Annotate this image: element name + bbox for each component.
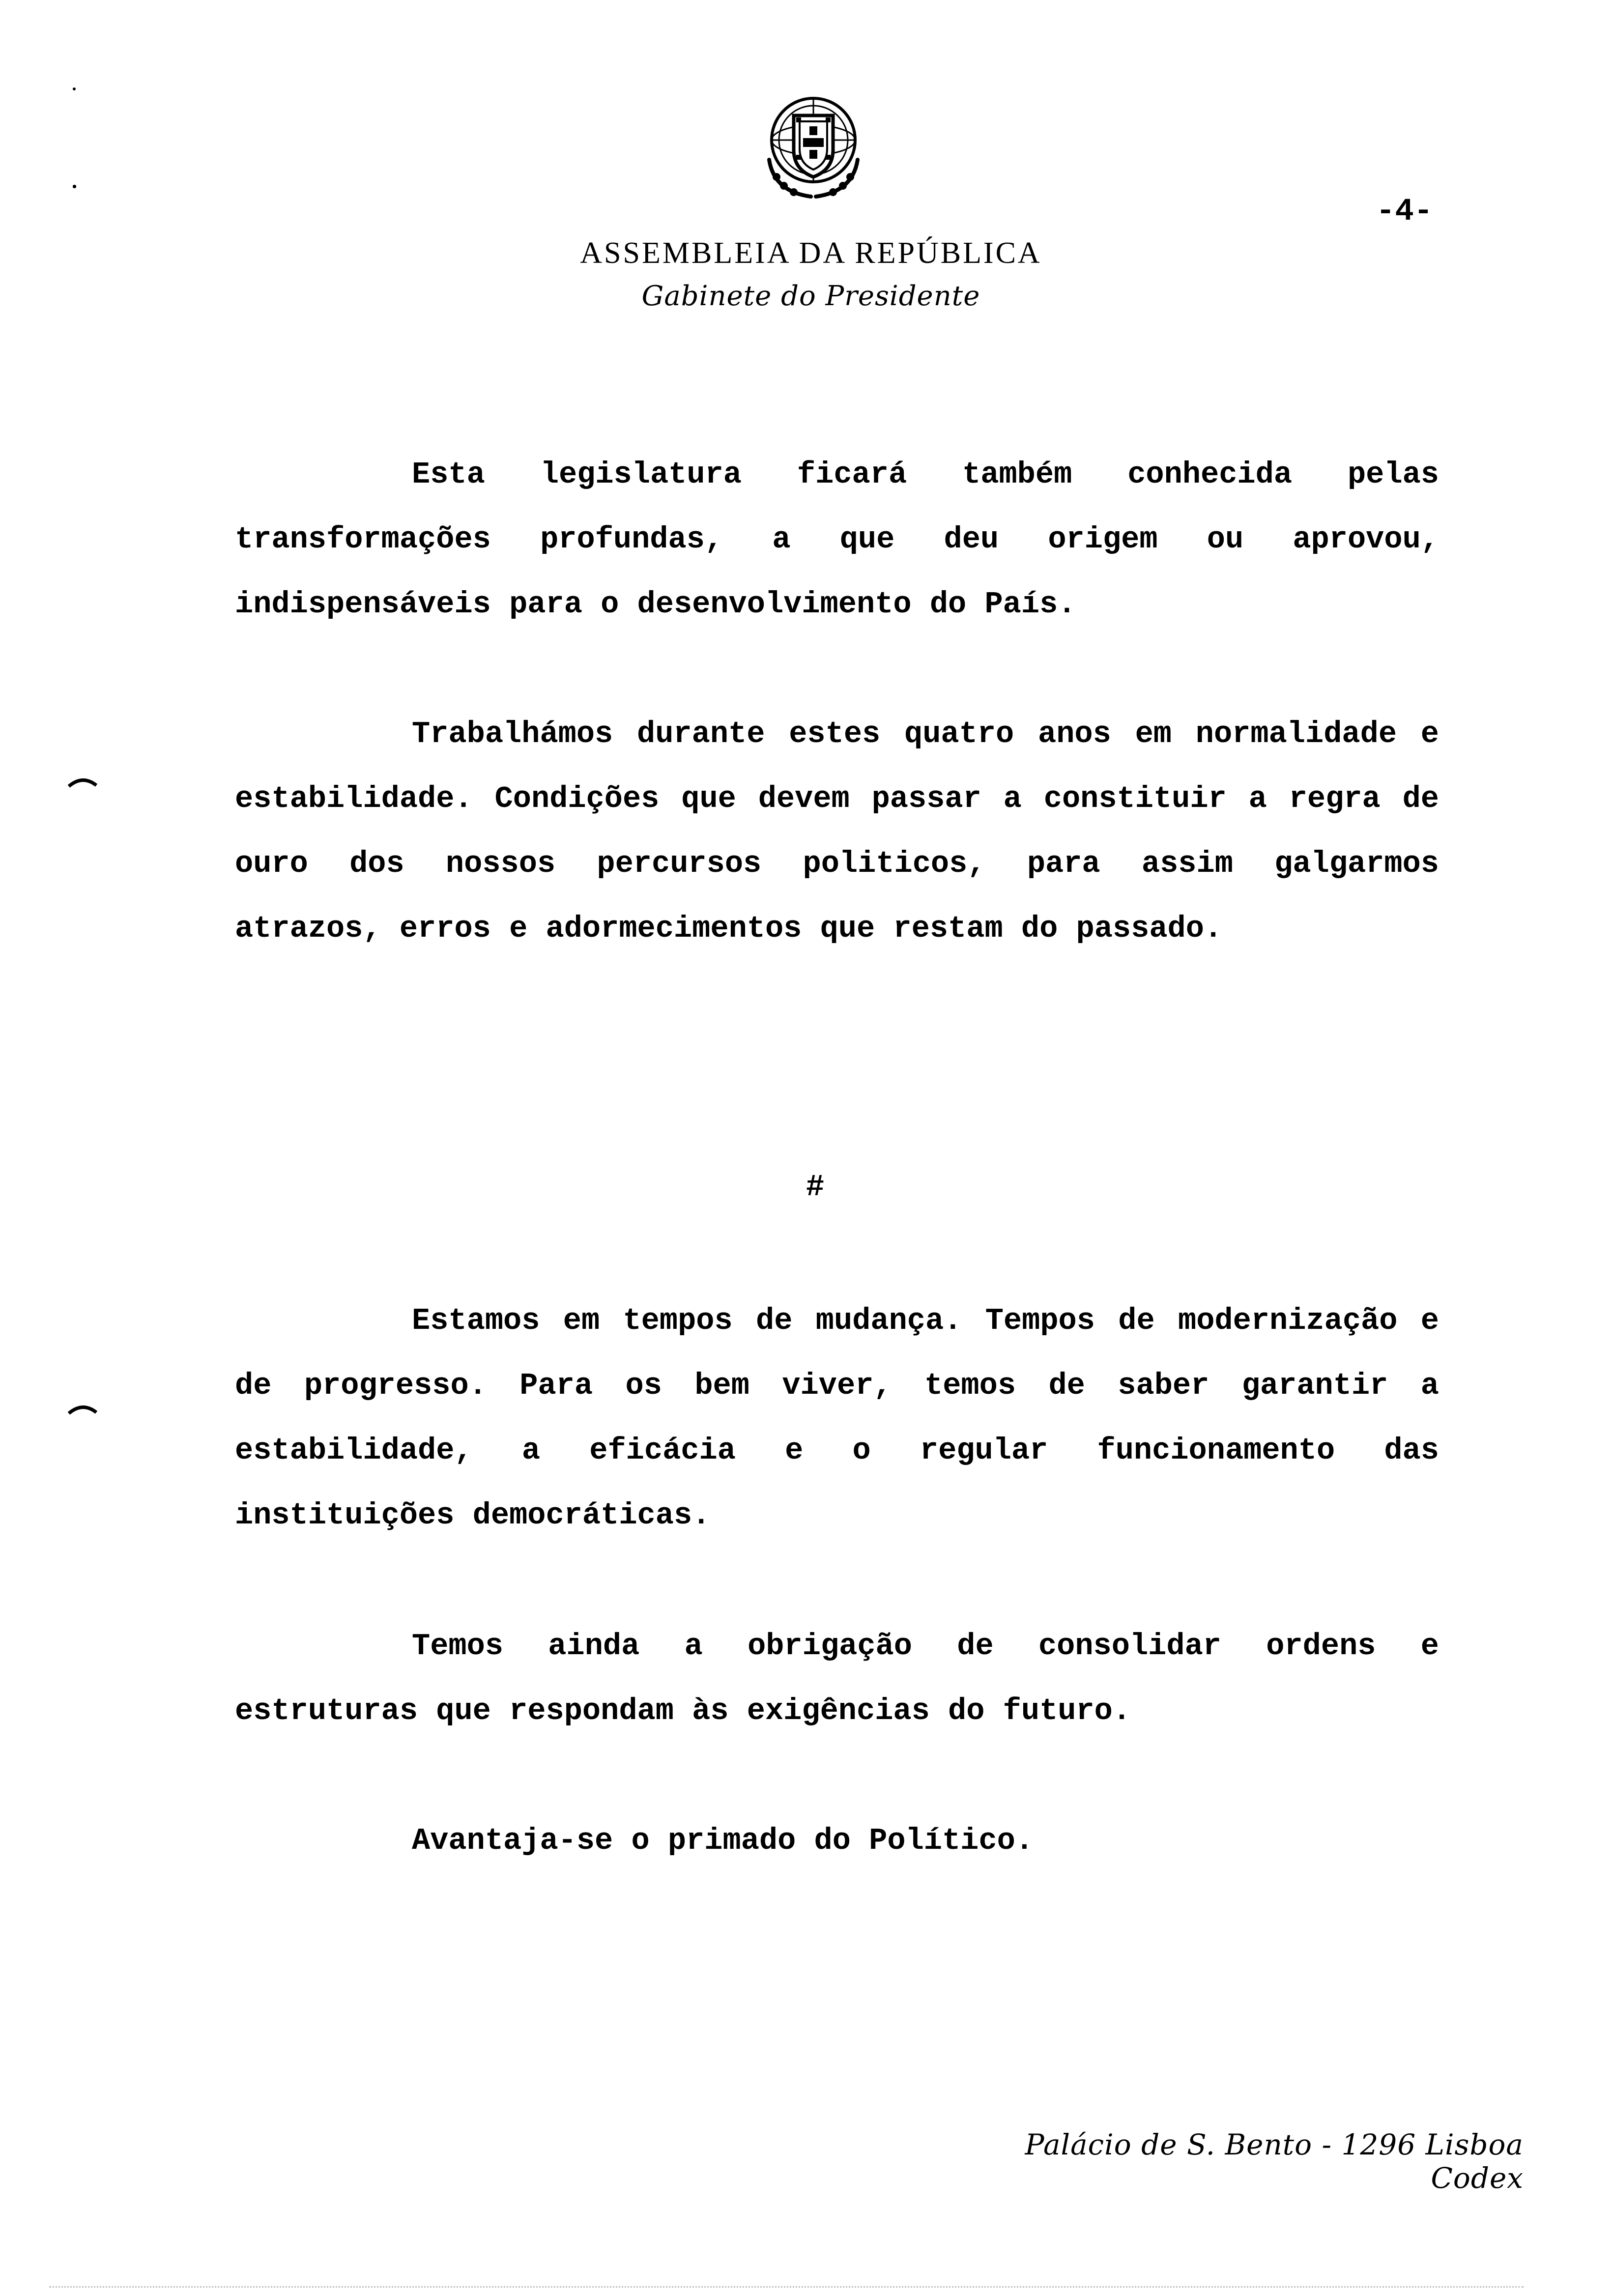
- text-line: transformações profundas, a que deu origem ou aprovou,: [235, 522, 1439, 557]
- text-line: funcionamento das instituições democráticas.: [235, 1433, 1439, 1533]
- office-subtitle: Gabinete do Presidente: [641, 280, 980, 312]
- scan-edge-line: [49, 2286, 1524, 2288]
- text-line: Estamos em tempos de mudança. Tempos de: [412, 1303, 1155, 1338]
- page-number: -4-: [1376, 194, 1433, 230]
- paragraph-3: [235, 1289, 1439, 1548]
- punch-mark-icon: [68, 1404, 97, 1415]
- text-line: estruturas que respondam às exigências do futuro.: [235, 1693, 1131, 1728]
- paragraph-1: [235, 442, 1439, 637]
- coat-of-arms-icon: [752, 86, 875, 209]
- text-line: Temos ainda a obrigação de consolidar ordens e: [412, 1629, 1439, 1664]
- paragraph-text: [235, 442, 1439, 637]
- text-line: normalidade e estabilidade. Condições que devem passar a: [235, 717, 1439, 816]
- paragraph-text: [235, 702, 1439, 961]
- text-line: Avantaja-se o primado do Político.: [412, 1823, 1034, 1858]
- text-line: constituir a regra de ouro dos nossos percursos politicos,: [235, 781, 1439, 881]
- text-line: Trabalhámos durante estes quatro anos em: [412, 717, 1172, 751]
- paragraph-text: [235, 1289, 1439, 1548]
- text-line: para assim galgarmos atrazos, erros e adormecimentos que: [235, 846, 1439, 946]
- paragraph-text: [235, 1614, 1439, 1744]
- scan-mark: [73, 87, 76, 90]
- section-separator: #: [806, 1170, 825, 1205]
- text-line: indispensáveis para o desenvolvimento do País.: [235, 587, 1076, 622]
- scan-mark: [73, 185, 76, 188]
- institution-title: ASSEMBLEIA DA REPÚBLICA: [580, 236, 1042, 270]
- paragraph-2: [235, 702, 1439, 961]
- text-line: restam do passado.: [893, 911, 1223, 946]
- footer-address: Palácio de S. Bento - 1296 Lisboa Codex: [1025, 2128, 1524, 2195]
- text-line: saber garantir a estabilidade, a eficácia e o regular: [235, 1368, 1439, 1468]
- punch-mark-icon: [68, 776, 97, 788]
- text-line: Esta legislatura ficará também conhecida pelas: [412, 457, 1439, 492]
- paragraph-text: [235, 1808, 1439, 1873]
- text-line: modernização e de progresso. Para os bem viver, temos de: [235, 1303, 1439, 1403]
- paragraph-5: [235, 1808, 1439, 1873]
- paragraph-4: [235, 1614, 1439, 1744]
